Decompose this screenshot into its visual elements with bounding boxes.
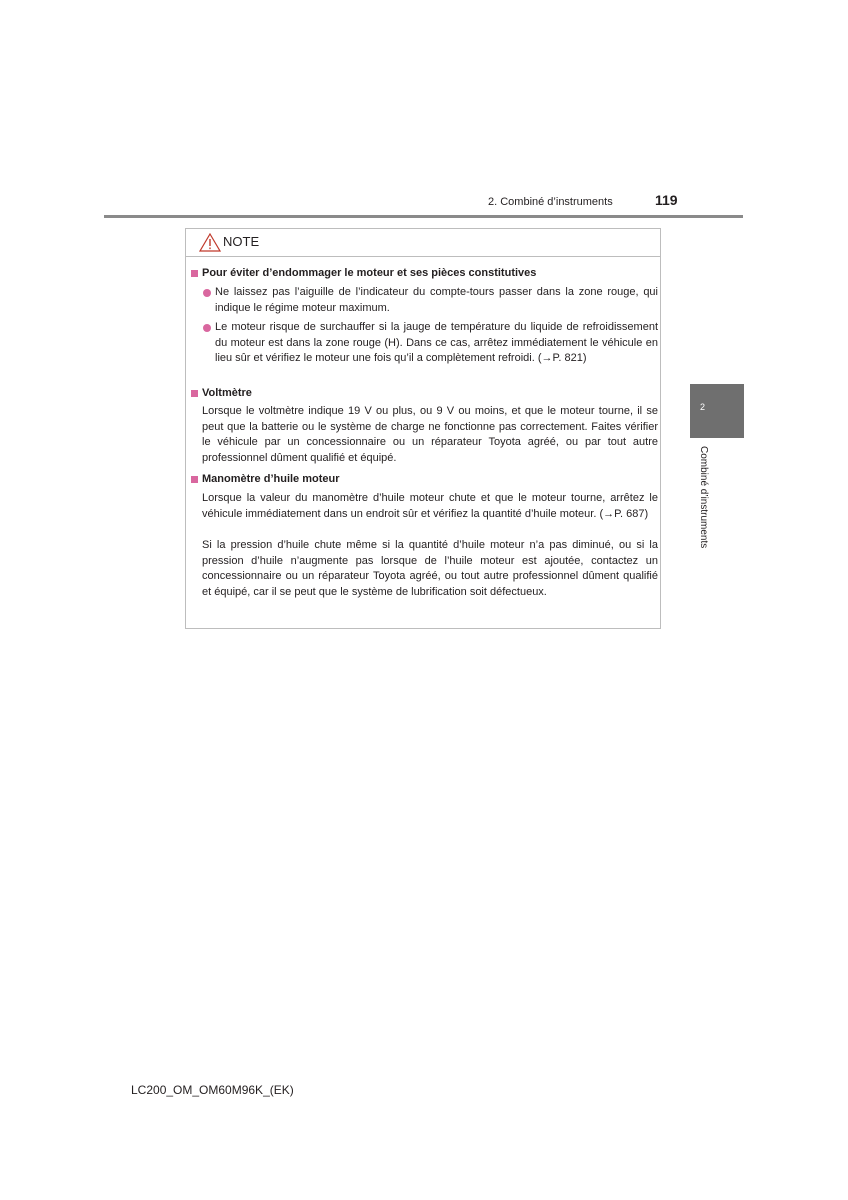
note-header [186, 229, 660, 257]
document-code: LC200_OM_OM60M96K_(EK) [131, 1083, 294, 1097]
section-text: Lorsque la valeur du manomètre d’huile moteur chute et que le moteur tourne, arrêtez le véhicule immédiatement dans un endroit sûr et vérifiez la quantité d’huile moteur. (→P. 687) [202, 492, 658, 520]
bullet-text: Le moteur risque de surchauffer si la jauge de température du liquide de refroidissement du moteur est dans la zone rouge (H). Dans ce cas, arrêtez immédiatement le véhicule en lieu sûr et vérifiez le moteur une fois qu’il a complètement refroidi. (→P. 821) [215, 321, 658, 365]
chapter-tab-number: 2 [700, 402, 706, 412]
section-heading: Pour éviter d’endommager le moteur et ses pièces constitutives [202, 267, 537, 279]
pink-square-marker [191, 270, 198, 277]
section-heading: Voltmètre [202, 387, 252, 399]
section-title: 2. Combiné d’instruments [488, 196, 613, 208]
chapter-side-label: Combiné d’instruments [698, 446, 709, 549]
note-box [185, 228, 661, 629]
chapter-tab[interactable] [690, 384, 744, 438]
note-title: NOTE [223, 234, 260, 249]
warning-triangle-icon [199, 233, 221, 252]
pink-bullet-marker [203, 324, 211, 332]
page-number: 119 [655, 192, 678, 208]
pink-square-marker [191, 476, 198, 483]
bullet-text: Ne laissez pas l’aiguille de l’indicateur du compte-tours passer dans la zone rouge, qui indique le régime moteur maximum. [215, 286, 658, 314]
header-divider [104, 215, 743, 218]
section-text: Lorsque le voltmètre indique 19 V ou plus, ou 9 V ou moins, et que le moteur tourne, il se peut que la batterie ou le système de charge ne fonctionne pas correctement. Faites vérifier le véhicule par un concessionnaire ou un réparateur Toyota agréé, ou par tout autre professionnel dûment qualifié et équipé. [202, 405, 658, 464]
pink-square-marker [191, 390, 198, 397]
section-text-continued: Si la pression d’huile chute même si la quantité d’huile moteur n’a pas diminué, ou si la pression d’huile n’augmente pas lorsque de l’huile moteur est ajoutée, contactez un concessionnaire ou un réparateur Toyota agréé, ou tout autre professionnel dûment qualifié et équipé, car il se peut que le système de lubrification soit défectueux. [202, 539, 658, 598]
pink-bullet-marker [203, 289, 211, 297]
section-heading: Manomètre d’huile moteur [202, 473, 340, 485]
